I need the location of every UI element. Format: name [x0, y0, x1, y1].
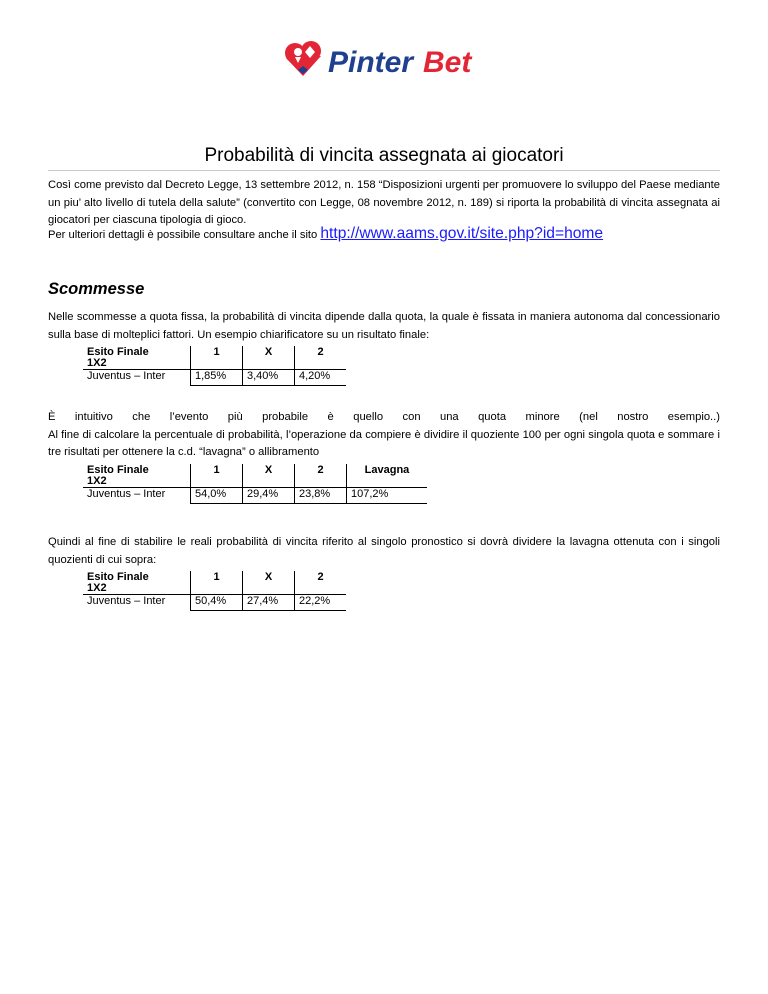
row-label: Juventus – Inter — [87, 595, 166, 607]
cell-x: 3,40% — [243, 370, 295, 386]
header-col-x: X — [243, 346, 295, 370]
intro-paragraph: Così come previsto dal Decreto Legge, 13 settembre 2012, n. 158 “Disposizioni urgenti per promuovere lo sviluppo del Paese mediante un piu’ alto livello di tutela della salute” (convertito con Legge, 08 novembre 2012, n. 189) si riporta la probabilità di vincita assegnata ai giocatori per ciascuna tipologia di gioco. — [48, 179, 720, 226]
header-col-x: X — [243, 464, 295, 488]
cell-2: 22,2% — [295, 595, 347, 611]
cell-lavagna: 107,2% — [347, 488, 428, 504]
table-header-row — [83, 464, 427, 488]
table-header-row — [83, 346, 346, 370]
header-col-lavagna: Lavagna — [347, 464, 428, 488]
odds-table-percent — [83, 464, 427, 504]
link-prefix: Per ulteriori dettagli è possibile consultare anche il sito — [48, 229, 318, 241]
table-row — [83, 370, 346, 386]
pinterbet-logo — [278, 36, 490, 86]
header-label: Esito Finale 1X2 — [83, 346, 191, 370]
cell-1: 50,4% — [191, 595, 243, 611]
page-title: Probabilità di vincita assegnata ai giocatori — [204, 145, 564, 166]
cell-x: 29,4% — [243, 488, 295, 504]
logo-bet: Bet — [423, 46, 472, 79]
section-title: Scommesse — [48, 280, 145, 298]
cell-x: 27,4% — [243, 595, 295, 611]
row-label: Juventus – Inter — [87, 488, 166, 500]
cell-1: 1,85% — [191, 370, 243, 386]
card-suits-icon — [285, 41, 321, 76]
scommesse-paragraph: Nelle scommesse a quota fissa, la probabilità di vincita dipende dalla quota, la quale è fissata in maniera autonoma dal concessionario sulla base di molteplici fattori. Un esempio chiarificatore su un risultato finale: — [48, 311, 720, 341]
header-col-2: 2 — [295, 571, 347, 595]
row-label: Juventus – Inter — [87, 370, 166, 382]
intuitivo-paragraph — [48, 409, 720, 462]
odds-table-quote — [83, 346, 346, 386]
title-divider — [48, 170, 720, 171]
intuitivo-line: È intuitivo che l’evento più probabile è quello con una quota minore (nel nostro esempio..) — [48, 411, 720, 423]
table-row — [83, 488, 427, 504]
cell-2: 23,8% — [295, 488, 347, 504]
header-col-1: 1 — [191, 571, 243, 595]
header-col-2: 2 — [295, 464, 347, 488]
lavagna-explanation: Al fine di calcolare la percentuale di probabilità, l’operazione da compiere è dividire il quoziente 100 per ogni singola quota e sommare i tre risultati per ottenere la c.d. “lavagna” o allibramento — [48, 428, 720, 458]
intro-link-line — [48, 225, 603, 244]
header-label: Esito Finale 1X2 — [83, 571, 191, 595]
odds-table-real — [83, 571, 346, 611]
table-row — [83, 595, 346, 611]
logo-pinter: Pinter — [328, 46, 414, 79]
header-col-1: 1 — [191, 464, 243, 488]
header-col-2: 2 — [295, 346, 347, 370]
probabilita-paragraph: Quindi al fine di stabilire le reali probabilità di vincita riferito al singolo pronostico si dovrà dividere la lavagna ottenuta con i singoli quozienti di cui sopra: — [48, 536, 720, 566]
header-col-1: 1 — [191, 346, 243, 370]
cell-1: 54,0% — [191, 488, 243, 504]
aams-link[interactable]: http://www.aams.gov.it/site.php?id=home — [320, 225, 604, 242]
cell-2: 4,20% — [295, 370, 347, 386]
header-label: Esito Finale 1X2 — [83, 464, 191, 488]
table-header-row — [83, 571, 346, 595]
header-col-x: X — [243, 571, 295, 595]
